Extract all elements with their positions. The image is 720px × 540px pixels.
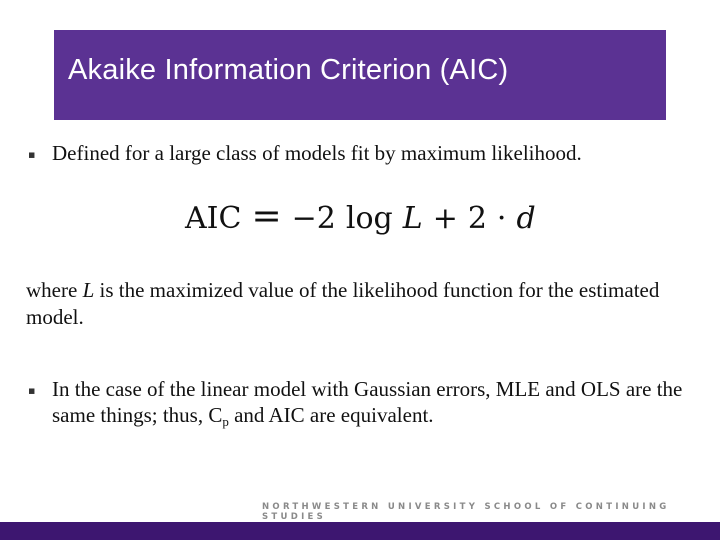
bullet-icon: ▪ bbox=[28, 148, 36, 161]
bullet-item-2 bbox=[28, 376, 708, 429]
formula-log: log bbox=[345, 201, 393, 236]
footer-bar bbox=[0, 522, 720, 540]
definition-variable: L bbox=[82, 278, 95, 302]
formula-two: 2 bbox=[467, 201, 487, 236]
bullet-item-1 bbox=[28, 140, 582, 166]
formula-equals: = bbox=[251, 196, 282, 237]
footer-institution: NORTHWESTERN UNIVERSITY SCHOOL OF CONTINUING STUDIES bbox=[262, 502, 670, 522]
bullet-text-1: Defined for a large class of models fit by maximum likelihood. bbox=[52, 141, 582, 165]
formula-d: d bbox=[516, 201, 536, 236]
slide-title: Akaike Information Criterion (AIC) bbox=[68, 54, 509, 86]
title-banner bbox=[54, 30, 666, 120]
formula-minus-two: −2 bbox=[291, 201, 336, 236]
bullet-text-2 bbox=[52, 376, 708, 429]
definition-suffix: is the maximized value of the likelihood function for the estimated model. bbox=[26, 278, 660, 329]
bullet-2-text-after: and AIC are equivalent. bbox=[228, 403, 434, 428]
definition-paragraph bbox=[26, 277, 686, 331]
definition-prefix: where bbox=[26, 278, 83, 302]
formula-lhs: AIC bbox=[185, 201, 242, 236]
bullet-2-text-before: In the case of the linear model with Gaussian errors, MLE and OLS are the same things; thus, C bbox=[52, 377, 683, 428]
formula-plus: + bbox=[432, 201, 458, 236]
aic-formula bbox=[185, 196, 536, 240]
formula-L: L bbox=[402, 201, 423, 236]
bullet-icon: ▪ bbox=[28, 384, 36, 397]
bullet-2-subscript: p bbox=[222, 414, 229, 430]
formula-dot: · bbox=[496, 201, 507, 236]
